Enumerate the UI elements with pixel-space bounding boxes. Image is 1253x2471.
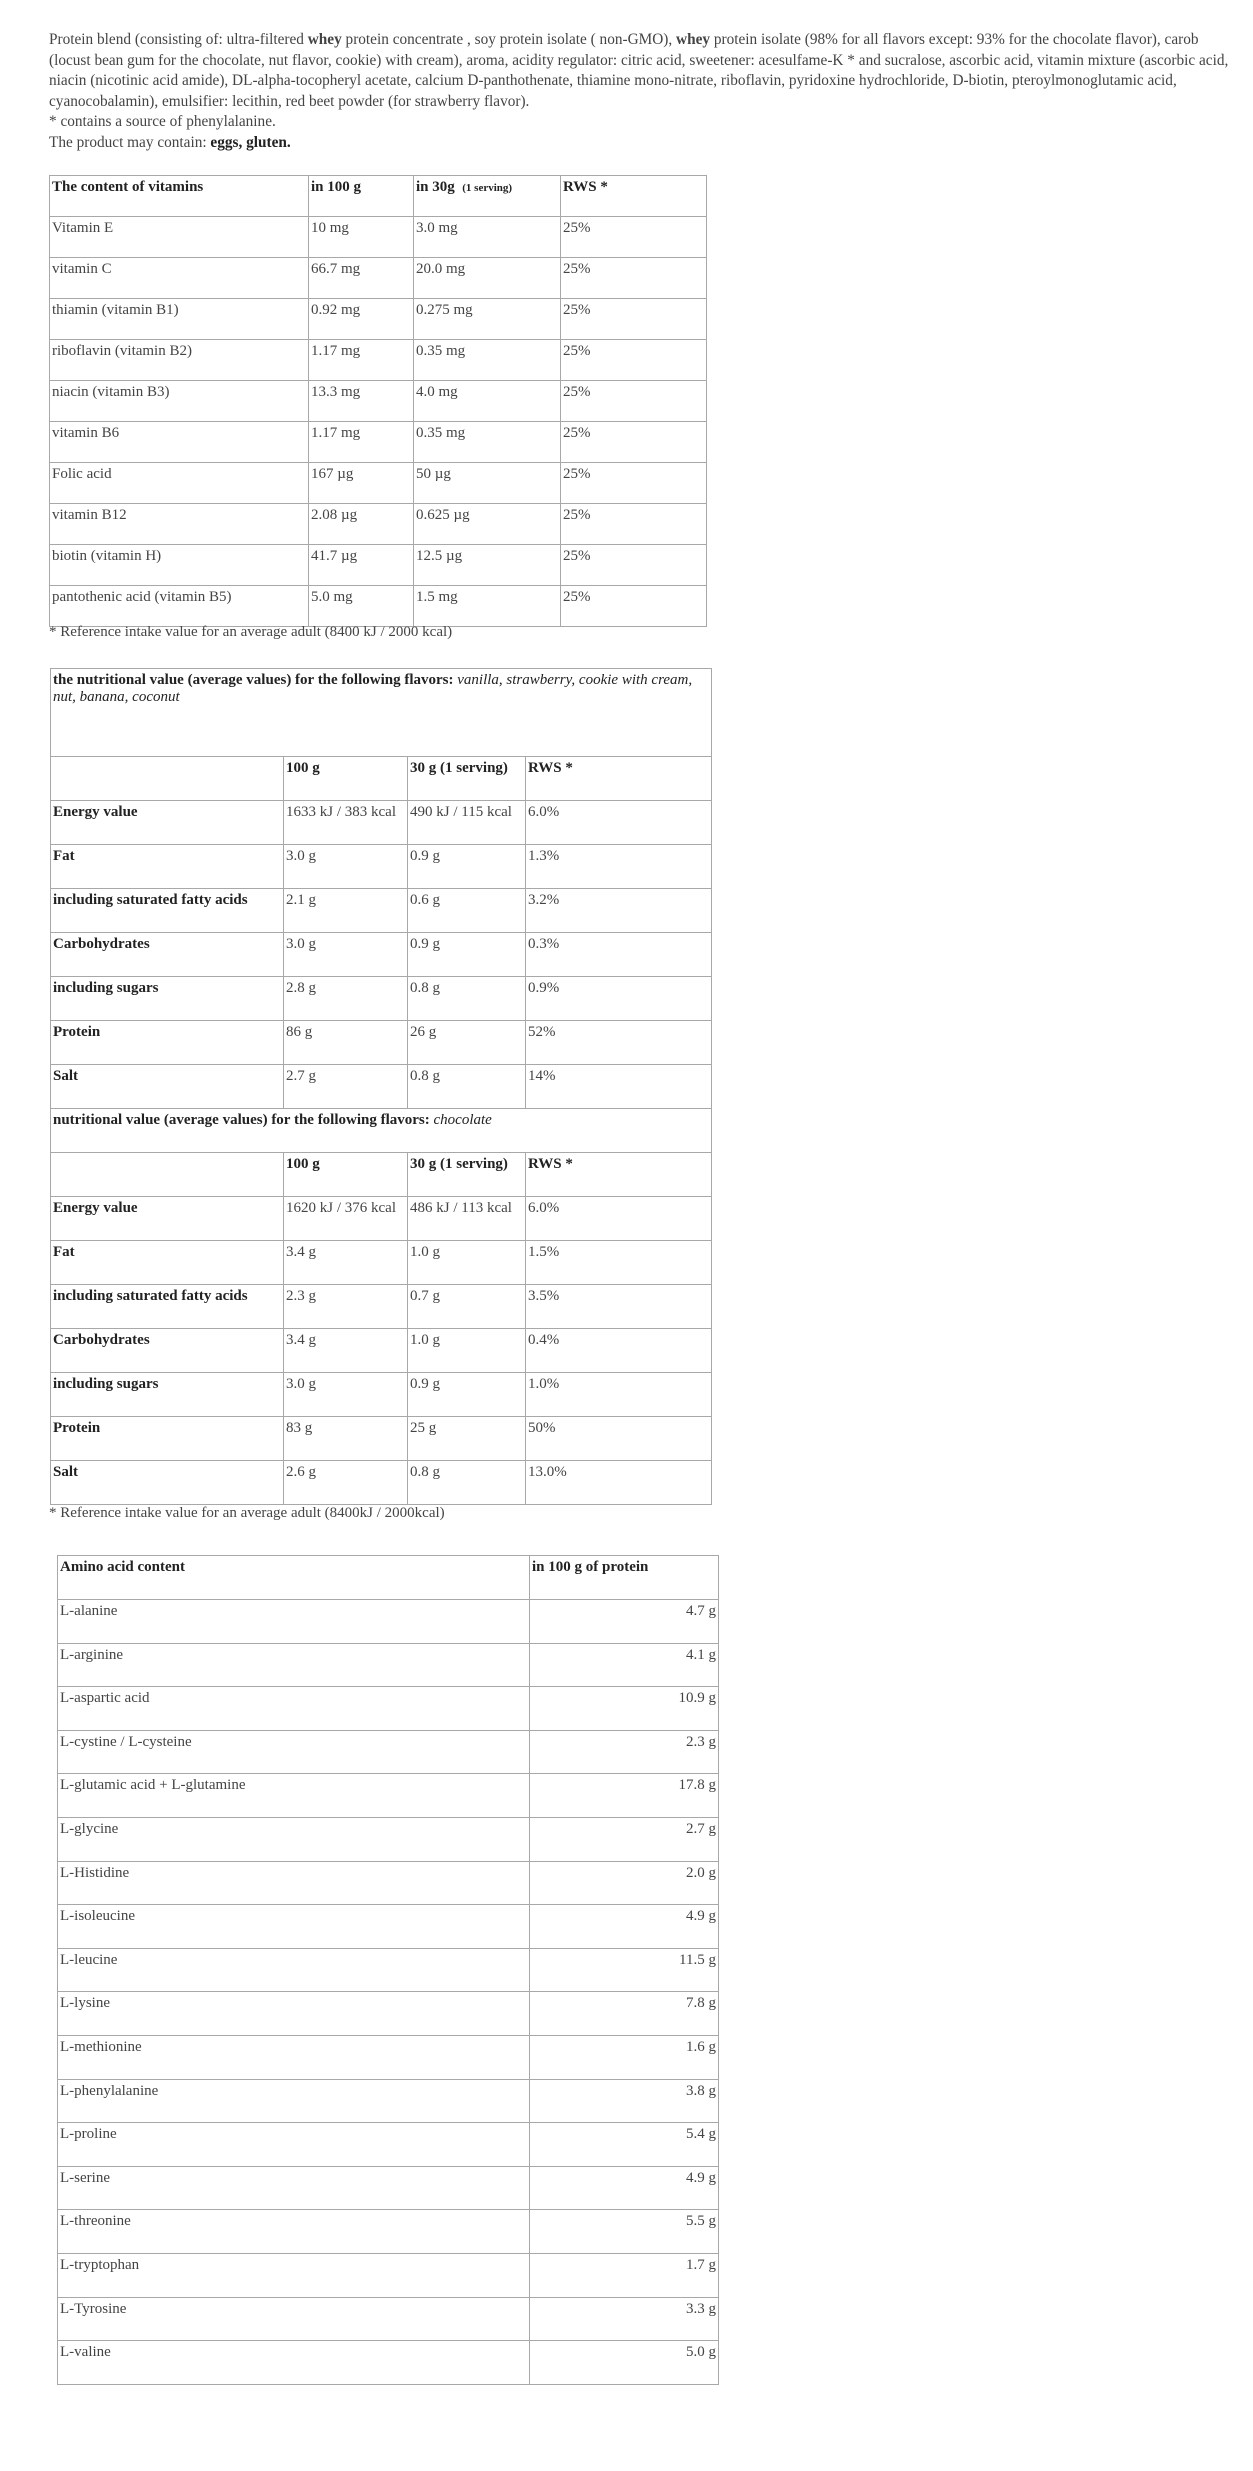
amino-acid-name: L-alanine	[58, 1600, 530, 1644]
flavor-title	[51, 1109, 712, 1153]
table-cell: 0.35 mg	[414, 422, 561, 463]
table-row	[58, 1992, 719, 2036]
vitamins-table	[49, 175, 707, 627]
amino-acid-name: L-methionine	[58, 2035, 530, 2079]
flavor-list: vanilla, strawberry, cookie with cream, nut, banana, coconut	[53, 672, 693, 705]
table-row	[58, 2123, 719, 2167]
column-header: in 100 g	[309, 176, 414, 217]
table-cell: 6.0%	[526, 801, 712, 845]
amino-acid-name: L-isoleucine	[58, 1905, 530, 1949]
table-cell: 4.0 mg	[414, 381, 561, 422]
table-cell: 3.0 g	[284, 845, 408, 889]
table-cell: 0.275 mg	[414, 299, 561, 340]
table-cell: 25%	[561, 217, 707, 258]
table-cell: 66.7 mg	[309, 258, 414, 299]
table-cell: 0.9 g	[408, 1373, 526, 1417]
table-row	[58, 1861, 719, 1905]
table-cell: 2.7 g	[284, 1065, 408, 1109]
table-cell: 0.7 g	[408, 1285, 526, 1329]
nutrition-table	[50, 668, 712, 1505]
table-cell: 3.2%	[526, 889, 712, 933]
table-row	[50, 217, 707, 258]
header-sublabel: (1 serving)	[462, 182, 513, 194]
table-cell: 25%	[561, 299, 707, 340]
table-cell: vitamin B6	[50, 422, 309, 463]
table-cell: 25%	[561, 463, 707, 504]
table-cell: 83 g	[284, 1417, 408, 1461]
amino-acid-name: L-leucine	[58, 1948, 530, 1992]
table-cell: 3.4 g	[284, 1329, 408, 1373]
table-row	[58, 1600, 719, 1644]
table-cell: 1.5 mg	[414, 586, 561, 627]
table-row	[50, 381, 707, 422]
nutrient-label: Salt	[51, 1065, 284, 1109]
table-row	[50, 422, 707, 463]
amino-acid-value: 3.8 g	[530, 2079, 719, 2123]
table-cell: 86 g	[284, 1021, 408, 1065]
table-row	[51, 1461, 712, 1505]
nutrient-label: Carbohydrates	[51, 933, 284, 977]
table-row	[51, 845, 712, 889]
table-cell: pantothenic acid (vitamin B5)	[50, 586, 309, 627]
nutrient-label: Energy value	[51, 1197, 284, 1241]
table-row	[51, 1109, 712, 1153]
table-row	[50, 176, 707, 217]
nutrient-label: Salt	[51, 1461, 284, 1505]
table-row	[58, 1948, 719, 1992]
amino-acid-value: 2.7 g	[530, 1817, 719, 1861]
table-row	[51, 1373, 712, 1417]
table-cell: 6.0%	[526, 1197, 712, 1241]
amino-acid-name: L-valine	[58, 2341, 530, 2385]
column-header: RWS *	[526, 757, 712, 801]
nutrient-label: Protein	[51, 1417, 284, 1461]
table-cell: 10 mg	[309, 217, 414, 258]
table-row	[51, 1241, 712, 1285]
table-row	[58, 2253, 719, 2297]
amino-acid-name: L-phenylalanine	[58, 2079, 530, 2123]
table-cell: 25%	[561, 545, 707, 586]
flavor-title	[51, 669, 712, 757]
table-row	[51, 1065, 712, 1109]
table-cell: 25%	[561, 586, 707, 627]
table-cell: 1.0 g	[408, 1329, 526, 1373]
column-header	[51, 1153, 284, 1197]
amino-acid-value: 3.3 g	[530, 2297, 719, 2341]
amino-acid-name: L-proline	[58, 2123, 530, 2167]
table-cell: 25%	[561, 381, 707, 422]
table-cell: 13.3 mg	[309, 381, 414, 422]
table-row	[58, 2079, 719, 2123]
column-header: 30 g (1 serving)	[408, 757, 526, 801]
table-cell: 25 g	[408, 1417, 526, 1461]
amino-acid-value: 5.4 g	[530, 2123, 719, 2167]
table-row	[50, 545, 707, 586]
table-cell: 0.8 g	[408, 1461, 526, 1505]
table-cell: niacin (vitamin B3)	[50, 381, 309, 422]
table-cell: 0.3%	[526, 933, 712, 977]
amino-acid-name: L-serine	[58, 2166, 530, 2210]
column-header: 100 g	[284, 1153, 408, 1197]
phenylalanine-note: * contains a source of phenylalanine.	[49, 113, 276, 130]
table-cell: 0.6 g	[408, 889, 526, 933]
table-cell: 167 µg	[309, 463, 414, 504]
table-cell: 1.3%	[526, 845, 712, 889]
nutrition-footnote: * Reference intake value for an average adult (8400kJ / 2000kcal)	[49, 1505, 445, 1521]
table-cell: Folic acid	[50, 463, 309, 504]
table-row	[51, 933, 712, 977]
table-cell: 50%	[526, 1417, 712, 1461]
table-cell: 12.5 µg	[414, 545, 561, 586]
amino-acid-value: 7.8 g	[530, 1992, 719, 2036]
table-row	[58, 1730, 719, 1774]
table-cell: 486 kJ / 113 kcal	[408, 1197, 526, 1241]
table-row	[58, 1774, 719, 1818]
table-cell: 3.0 g	[284, 1373, 408, 1417]
table-row	[51, 889, 712, 933]
table-row	[50, 340, 707, 381]
table-cell: 0.8 g	[408, 1065, 526, 1109]
amino-acid-value: 1.7 g	[530, 2253, 719, 2297]
nutrient-label: Protein	[51, 1021, 284, 1065]
table-cell: 0.9 g	[408, 933, 526, 977]
amino-acid-name: L-glycine	[58, 1817, 530, 1861]
amino-acid-name: L-arginine	[58, 1643, 530, 1687]
table-cell: 0.35 mg	[414, 340, 561, 381]
table-cell: 5.0 mg	[309, 586, 414, 627]
amino-acid-value: 4.9 g	[530, 2166, 719, 2210]
table-cell: vitamin C	[50, 258, 309, 299]
table-row	[58, 2035, 719, 2079]
amino-acid-name: L-Histidine	[58, 1861, 530, 1905]
table-row	[51, 1153, 712, 1197]
column-header: 30 g (1 serving)	[408, 1153, 526, 1197]
table-row	[58, 1643, 719, 1687]
table-cell: 25%	[561, 258, 707, 299]
ingredients-paragraph: Protein blend (consisting of: ultra-filtered whey protein concentrate , soy protein isolate ( non-GMO), whey protein isolate (98% for all flavors except: 93% for the chocolate flavor), carob (locust bean gum for the chocolate, nut flavor, cookie) with cream), aroma, acidity regulator: citric acid, sweetener: acesulfame-K * and sucralose, ascorbic acid, vitamin mixture (ascorbic acid, niacin (nicotinic acid amide), DL-alpha-tocopheryl acetate, calcium D-panthothenate, thiamine mono-nitrate, riboflavin, pyridoxine hydrochloride, D-biotin, pteroylmonoglutamic acid, cyanocobalamin), emulsifier: lecithin, red beet powder (for strawberry flavor).	[49, 31, 1229, 110]
column-header	[414, 176, 561, 217]
table-cell: 2.3 g	[284, 1285, 408, 1329]
column-header: Amino acid content	[58, 1556, 530, 1600]
amino-acid-value: 4.1 g	[530, 1643, 719, 1687]
title-label: the nutritional value (average values) for the following flavors:	[53, 672, 458, 688]
table-row	[58, 2210, 719, 2254]
nutrient-label: including sugars	[51, 1373, 284, 1417]
amino-acid-table	[57, 1555, 719, 2385]
table-row	[51, 1021, 712, 1065]
table-cell: riboflavin (vitamin B2)	[50, 340, 309, 381]
column-header: The content of vitamins	[50, 176, 309, 217]
amino-acid-value: 4.9 g	[530, 1905, 719, 1949]
amino-acid-value: 17.8 g	[530, 1774, 719, 1818]
amino-acid-value: 2.0 g	[530, 1861, 719, 1905]
table-row	[50, 258, 707, 299]
amino-acid-name: L-threonine	[58, 2210, 530, 2254]
table-cell: 2.6 g	[284, 1461, 408, 1505]
amino-acid-value: 1.6 g	[530, 2035, 719, 2079]
table-cell: 3.4 g	[284, 1241, 408, 1285]
table-cell: 3.0 mg	[414, 217, 561, 258]
table-cell: 14%	[526, 1065, 712, 1109]
amino-acid-name: L-tryptophan	[58, 2253, 530, 2297]
amino-acid-value: 11.5 g	[530, 1948, 719, 1992]
column-header: 100 g	[284, 757, 408, 801]
vitamins-footnote: * Reference intake value for an average adult (8400 kJ / 2000 kcal)	[49, 624, 453, 640]
ingredients-text	[49, 30, 1229, 153]
table-row	[51, 669, 712, 757]
column-header: RWS *	[526, 1153, 712, 1197]
table-cell: 0.4%	[526, 1329, 712, 1373]
table-cell: 1.5%	[526, 1241, 712, 1285]
table-row	[51, 1197, 712, 1241]
amino-acid-value: 5.0 g	[530, 2341, 719, 2385]
column-header	[51, 757, 284, 801]
flavor-list: chocolate	[433, 1112, 492, 1128]
table-cell: 0.9%	[526, 977, 712, 1021]
amino-acid-name: L-Tyrosine	[58, 2297, 530, 2341]
allergen-note: The product may contain: eggs, gluten.	[49, 133, 291, 151]
column-header: in 100 g of protein	[530, 1556, 719, 1600]
table-row	[58, 1556, 719, 1600]
table-cell: 41.7 µg	[309, 545, 414, 586]
title-label: nutritional value (average values) for the following flavors:	[53, 1112, 434, 1128]
table-row	[58, 2166, 719, 2210]
table-cell: 2.1 g	[284, 889, 408, 933]
table-cell: 2.08 µg	[309, 504, 414, 545]
amino-acid-value: 2.3 g	[530, 1730, 719, 1774]
table-cell: 1.17 mg	[309, 422, 414, 463]
table-cell: 1.17 mg	[309, 340, 414, 381]
nutrient-label: Fat	[51, 845, 284, 889]
table-row	[58, 1905, 719, 1949]
table-cell: 3.5%	[526, 1285, 712, 1329]
table-cell: 25%	[561, 422, 707, 463]
table-cell: 50 µg	[414, 463, 561, 504]
table-cell: 0.92 mg	[309, 299, 414, 340]
table-cell: 0.9 g	[408, 845, 526, 889]
amino-acid-value: 4.7 g	[530, 1600, 719, 1644]
header-label: in 30g	[416, 179, 455, 195]
table-cell: 2.8 g	[284, 977, 408, 1021]
table-cell: 25%	[561, 504, 707, 545]
table-cell: 1633 kJ / 383 kcal	[284, 801, 408, 845]
table-row	[58, 1817, 719, 1861]
table-cell: 25%	[561, 340, 707, 381]
table-cell: 1.0 g	[408, 1241, 526, 1285]
table-cell: Vitamin E	[50, 217, 309, 258]
table-cell: 0.625 µg	[414, 504, 561, 545]
table-row	[51, 1417, 712, 1461]
amino-acid-name: L-glutamic acid + L-glutamine	[58, 1774, 530, 1818]
table-row	[51, 757, 712, 801]
amino-acid-name: L-lysine	[58, 1992, 530, 2036]
table-cell: vitamin B12	[50, 504, 309, 545]
table-cell: 1.0%	[526, 1373, 712, 1417]
table-row	[51, 1285, 712, 1329]
table-row	[51, 977, 712, 1021]
amino-acid-name: L-aspartic acid	[58, 1687, 530, 1731]
table-cell: 3.0 g	[284, 933, 408, 977]
table-row	[50, 504, 707, 545]
nutrient-label: including saturated fatty acids	[51, 889, 284, 933]
table-row	[50, 463, 707, 504]
table-row	[58, 2341, 719, 2385]
table-cell: 52%	[526, 1021, 712, 1065]
table-row	[50, 299, 707, 340]
table-cell: 13.0%	[526, 1461, 712, 1505]
column-header: RWS *	[561, 176, 707, 217]
amino-acid-name: L-cystine / L-cysteine	[58, 1730, 530, 1774]
table-cell: 490 kJ / 115 kcal	[408, 801, 526, 845]
table-cell: 0.8 g	[408, 977, 526, 1021]
nutrient-label: Energy value	[51, 801, 284, 845]
table-row	[50, 586, 707, 627]
table-cell: 1620 kJ / 376 kcal	[284, 1197, 408, 1241]
table-cell: 26 g	[408, 1021, 526, 1065]
table-row	[58, 2297, 719, 2341]
nutrient-label: including sugars	[51, 977, 284, 1021]
amino-acid-value: 5.5 g	[530, 2210, 719, 2254]
table-cell: biotin (vitamin H)	[50, 545, 309, 586]
nutrient-label: including saturated fatty acids	[51, 1285, 284, 1329]
table-row	[51, 1329, 712, 1373]
table-row	[58, 1687, 719, 1731]
amino-acid-value: 10.9 g	[530, 1687, 719, 1731]
table-cell: thiamin (vitamin B1)	[50, 299, 309, 340]
nutrient-label: Fat	[51, 1241, 284, 1285]
table-row	[51, 801, 712, 845]
nutrient-label: Carbohydrates	[51, 1329, 284, 1373]
table-cell: 20.0 mg	[414, 258, 561, 299]
